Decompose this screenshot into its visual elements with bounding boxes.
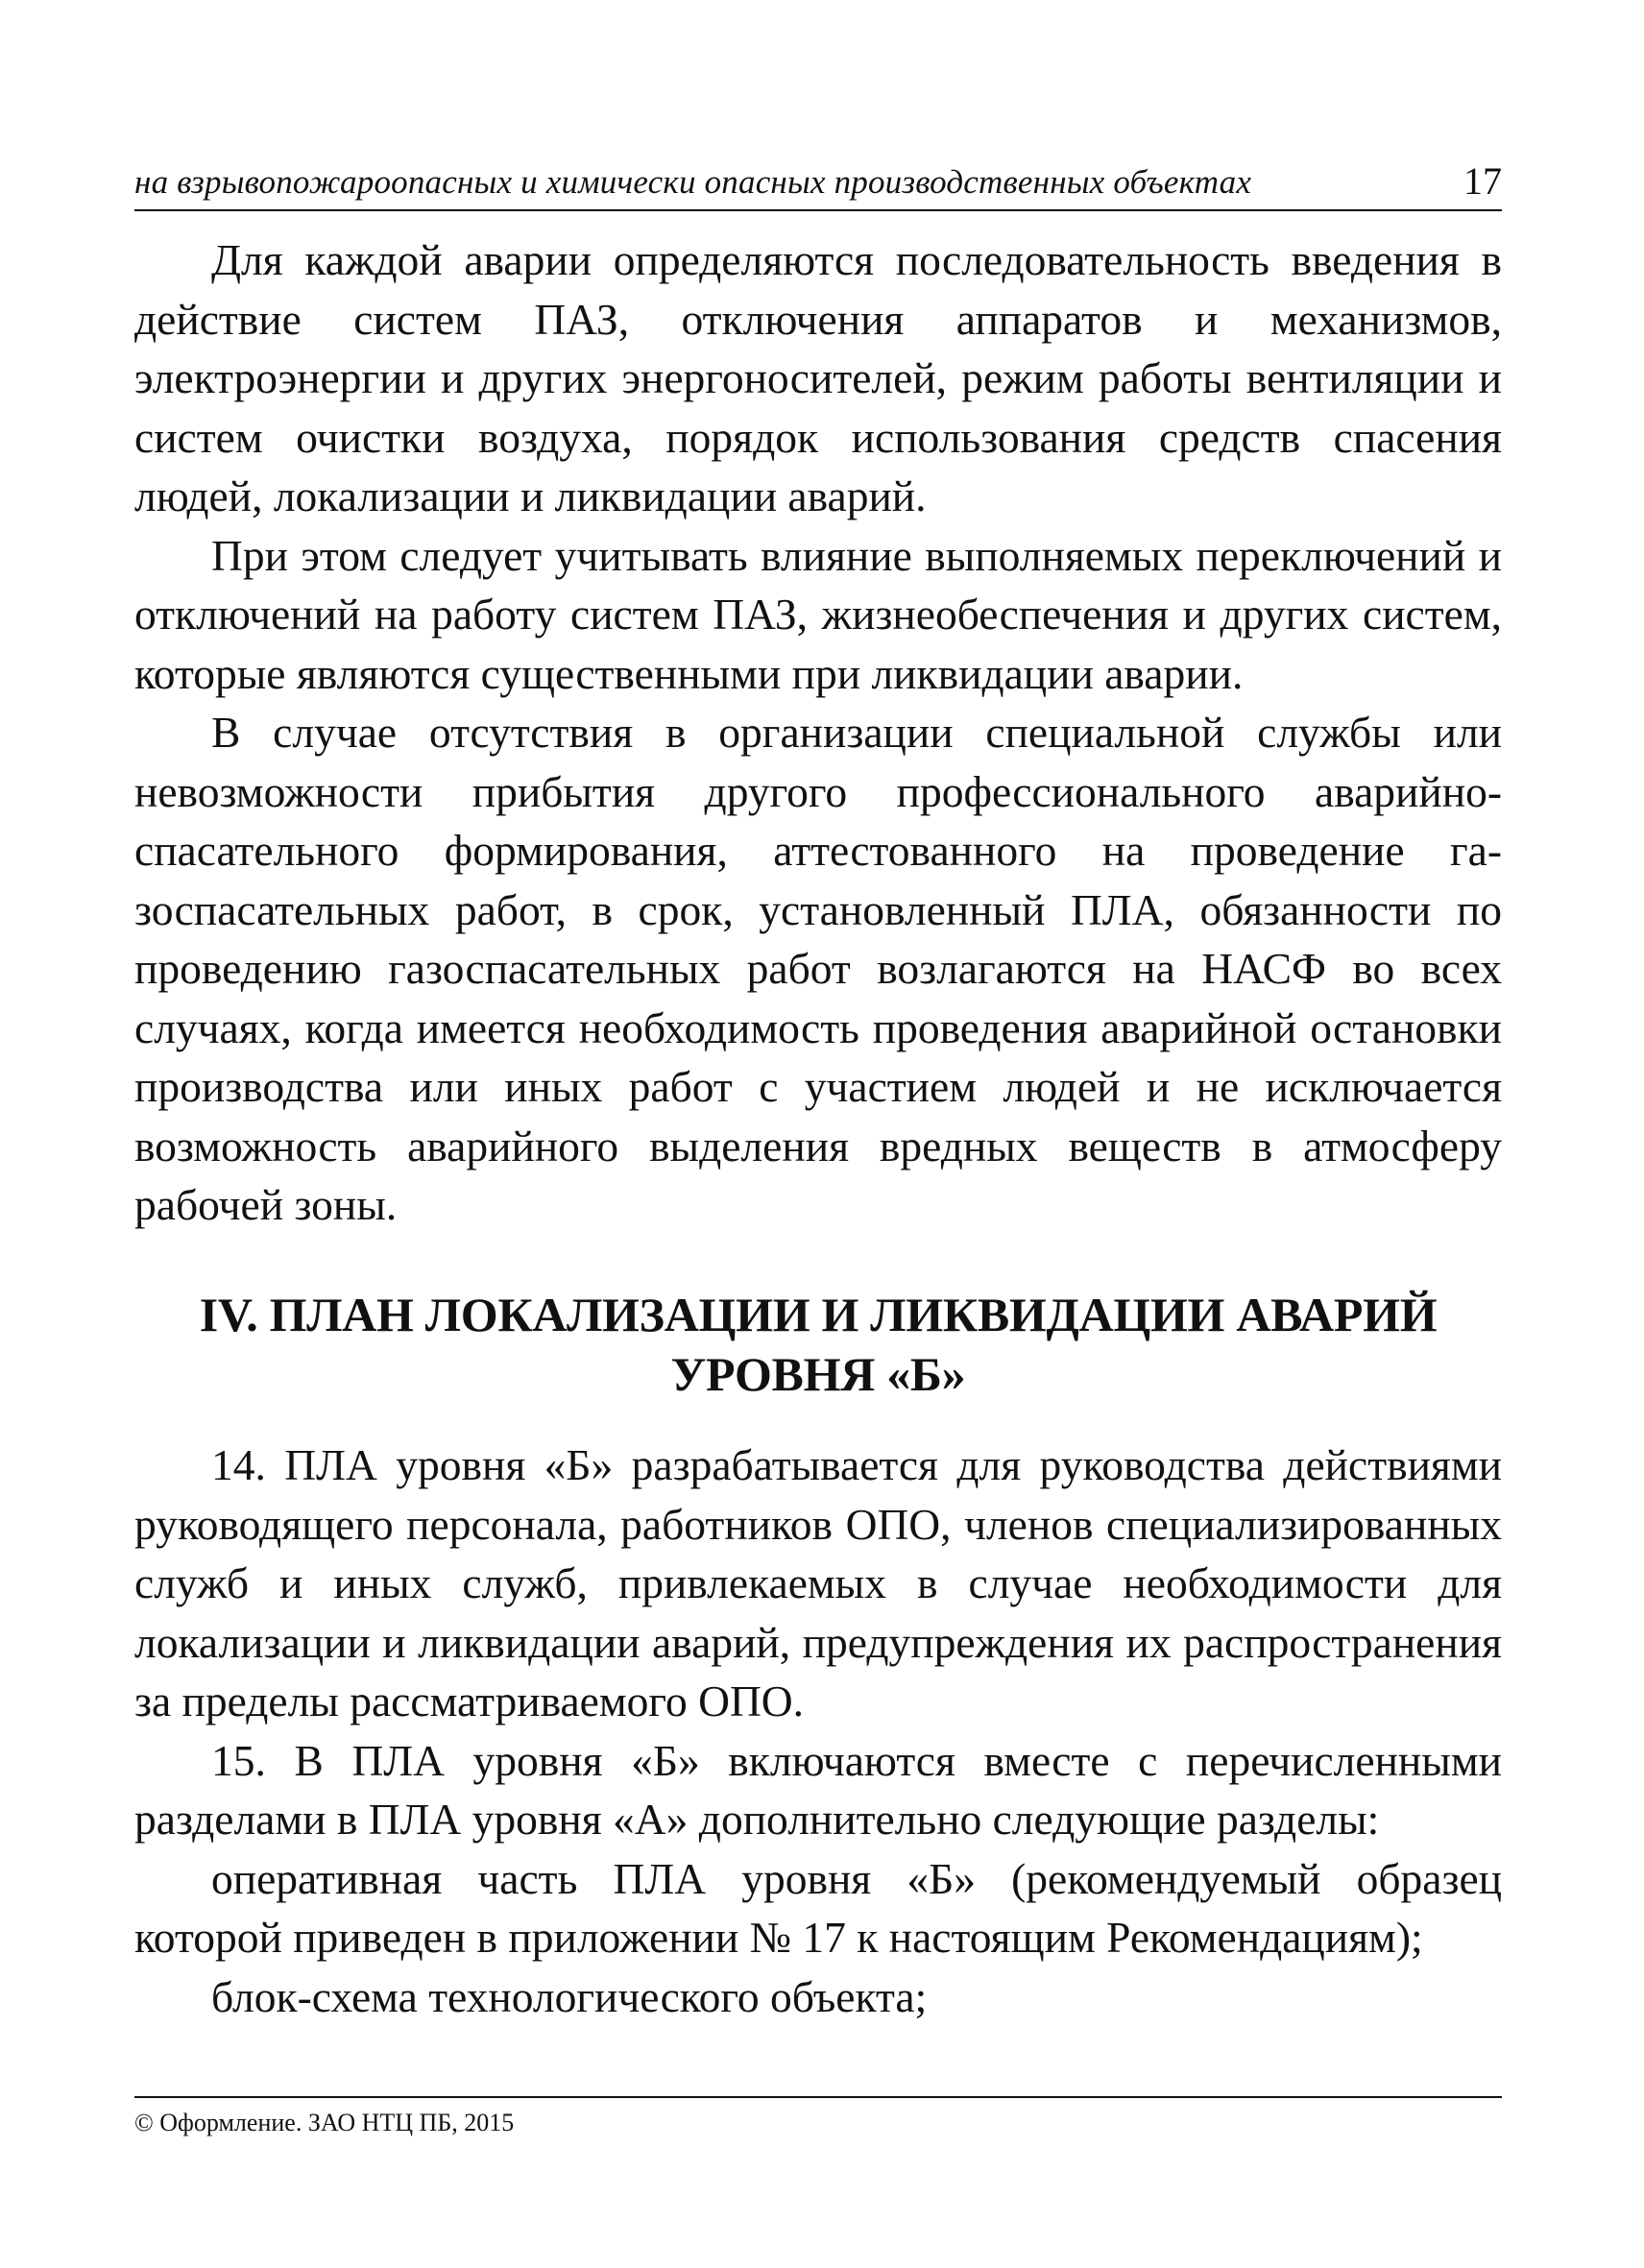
paragraph: При этом следует учитывать влияние выполняемых переключений и отключений на работу систем ПАЗ, жизнеобеспечения и других систем, которые являются существенными при ликвидации аварии. [134,530,1502,698]
running-header [134,161,1502,211]
section-heading [134,1285,1502,1404]
footer-divider [134,2096,1502,2098]
paragraph: 15. В ПЛА уровня «Б» включаются вместе с перечисленными разделами в ПЛА уровня «А» дополнительно следующие разделы: [134,1735,1502,1844]
page-number: 17 [1463,159,1502,203]
footer-copyright: © Оформление. ЗАО НТЦ ПБ, 2015 [134,2109,515,2136]
paragraph: В случае отсутствия в организации специальной службы или невозможности прибытия другого профессионального аварийно-спасательного формирования, аттестованного на проведение газоспасательных работ, в срок, установленный ПЛА, обязанности по проведению газоспасательных работ возлагаются на НАСФ во всех случаях, когда имеется необходимость проведения аварийной остановки производства или иных работ с участием людей и не исключается возможность аварийного выделения вредных веществ в атмосферу рабочей зоны. [134,708,1502,1229]
paragraph: оперативная часть ПЛА уровня «Б» (рекомендуемый образец которой приведен в приложении № 17 к настоящим Рекомендациям); [134,1853,1502,1962]
section-heading-line: IV. ПЛАН ЛОКАЛИЗАЦИИ И ЛИКВИДАЦИИ АВАРИЙ [199,1288,1438,1341]
body-text-bottom [134,1436,1502,2026]
section-heading-line: УРОВНЯ «Б» [670,1347,966,1401]
paragraph: 14. ПЛА уровня «Б» разрабатывается для руководства действиями руководящего персонала, работников ОПО, членов специализированных служб и иных служб, привлекаемых в случае необходимости для локализации и ликвидации аварий, предупреждения их распространения за пределы рассматриваемого ОПО. [134,1440,1502,1725]
paragraph: блок-схема технологического объекта; [211,1971,928,2021]
body-text-top [134,230,1502,1235]
paragraph: Для каждой аварии определяются последовательность введения в действие систем ПАЗ, отключения аппаратов и механизмов, электроэнергии и других энергоносителей, режим работы вентиляции и систем очистки воздуха, порядок использования средств спасения людей, локализации и ликвидации аварий. [134,235,1502,520]
running-header-title: на взрывопожароопасных и химически опасных производственных объектах [134,163,1252,201]
